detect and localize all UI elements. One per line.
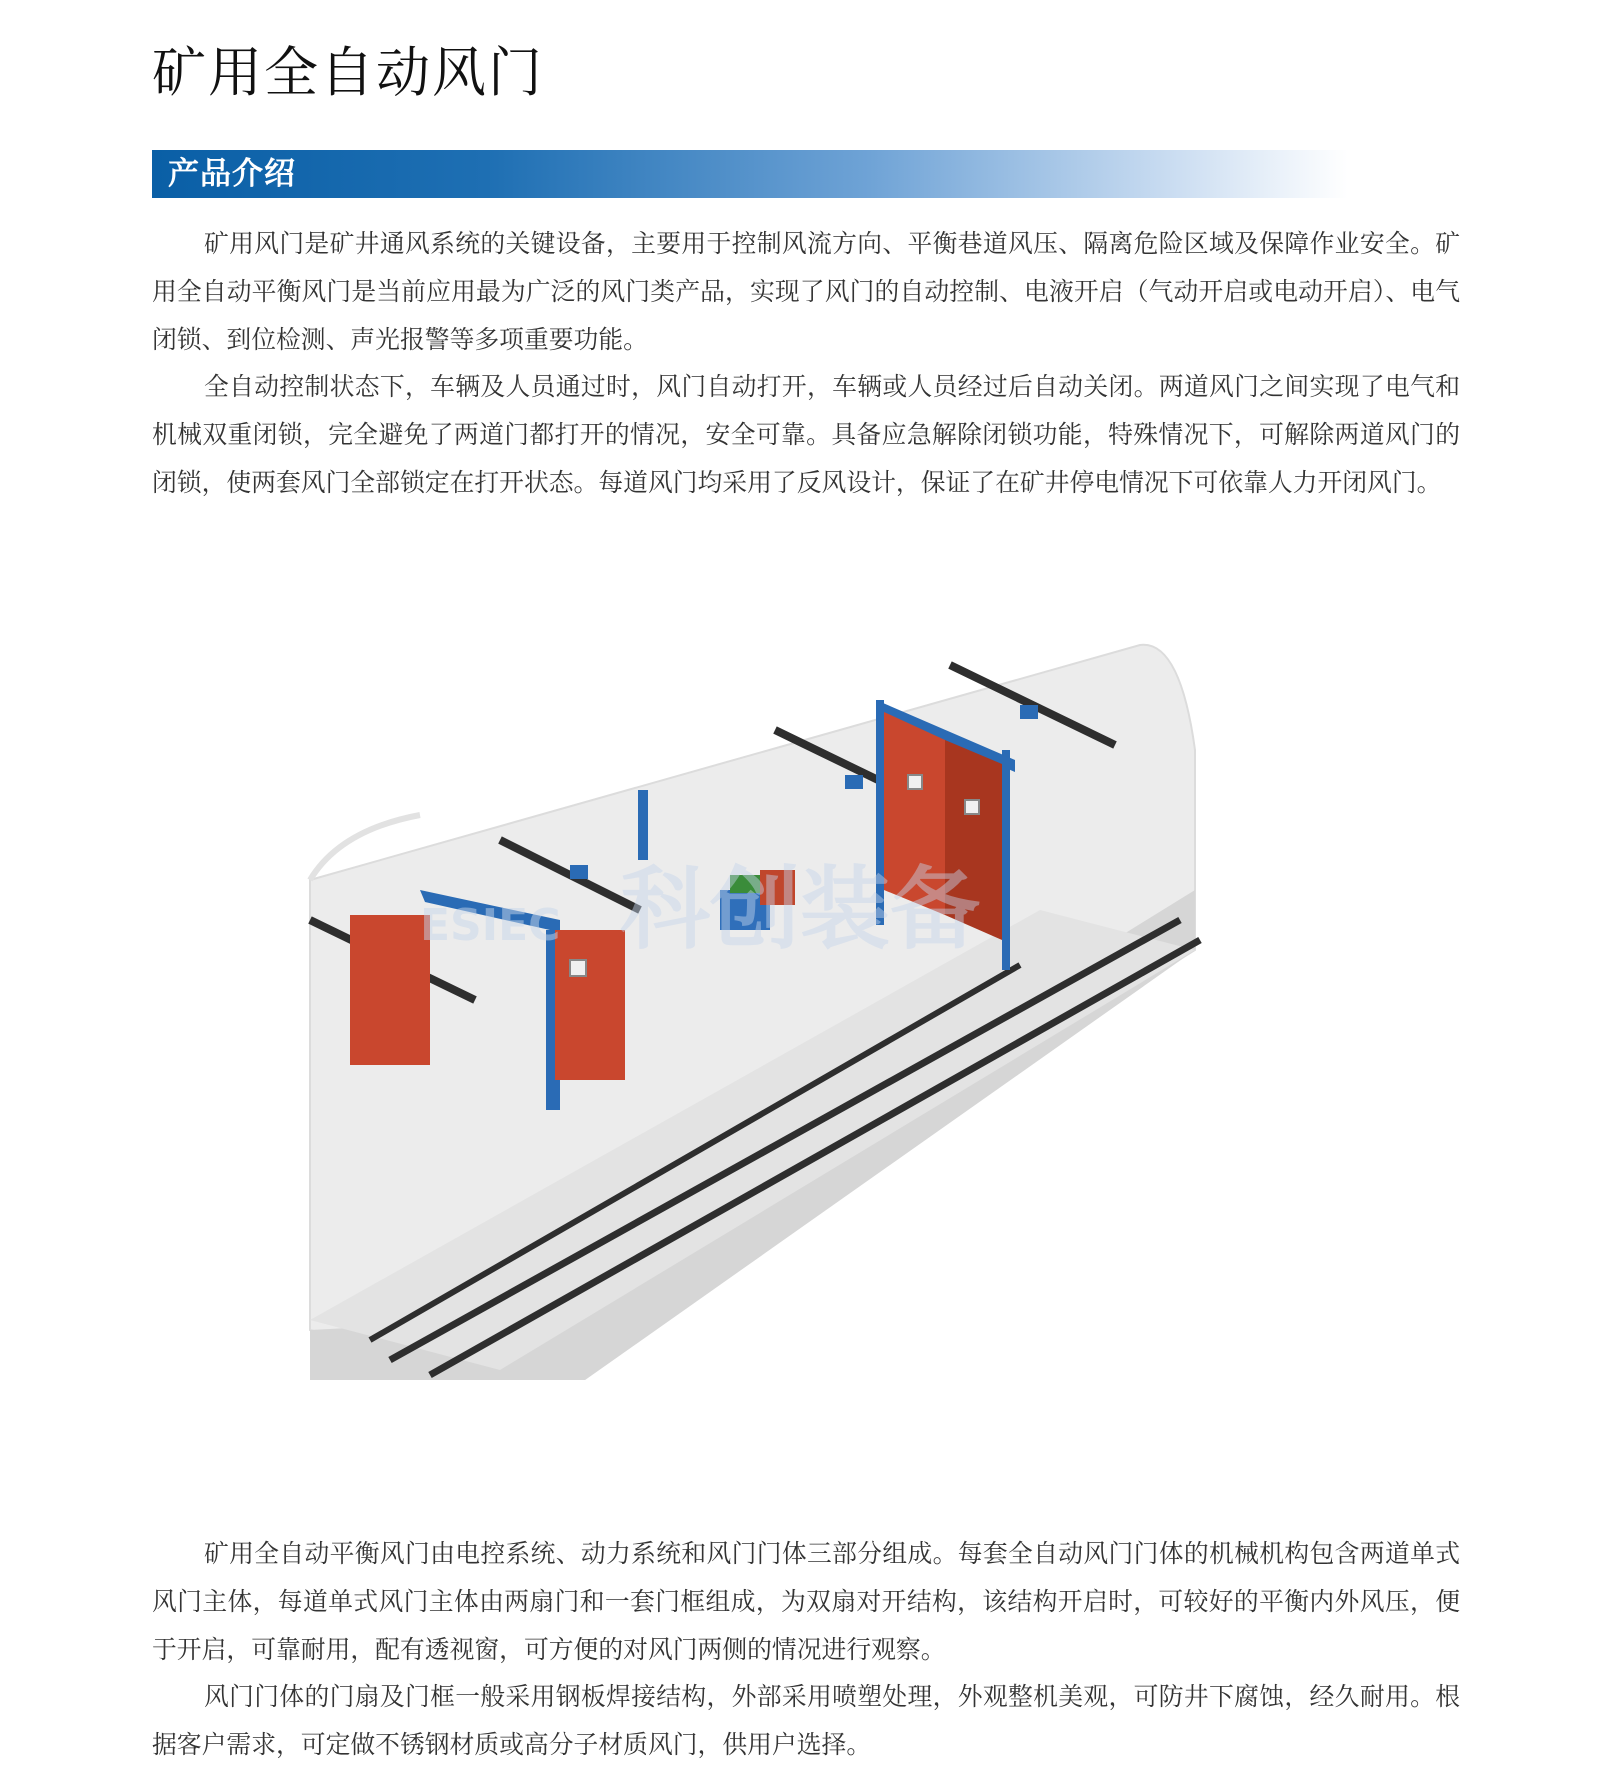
right-door-frame-right: [1002, 750, 1010, 970]
intro-paragraph-1: 矿用风门是矿井通风系统的关键设备，主要用于控制风流方向、平衡巷道风压、隔离危险区域及保障作业安全。矿用全自动平衡风门是当前应用最为广泛的风门类产品，实现了风门的自动控制、电液开启（气动开启或电动开启）、电气闭锁、到位检测、声光报警等多项重要功能。: [152, 229, 1460, 354]
sensor-box-3: [1020, 705, 1038, 719]
figure-watermark-logo: ESIEC: [420, 900, 561, 951]
right-door-window-1: [908, 775, 922, 789]
page-title: 矿用全自动风门: [152, 41, 544, 104]
air-door-illustration: [300, 640, 1360, 1380]
tunnel-render: [300, 640, 1360, 1380]
intro-paragraph-2: 全自动控制状态下，车辆及人员通过时，风门自动打开，车辆或人员经过后自动关闭。两道风门之间实现了电气和机械双重闭锁，完全避免了两道门都打开的情况，安全可靠。具备应急解除闭锁功能，特殊情况下，可解除两道风门的闭锁，使两套风门全部锁定在打开状态。每道风门均采用了反风设计，保证了在矿井停电情况下可依靠人力开闭风门。: [152, 372, 1460, 497]
intro-paragraph-4: 风门门体的门扇及门框一般采用钢板焊接结构，外部采用喷塑处理，外观整机美观，可防井下腐蚀，经久耐用。根据客户需求，可定做不锈钢材质或高分子材质风门，供用户选择。: [152, 1682, 1460, 1759]
sensor-box-2: [845, 775, 863, 789]
left-door-leaf-2: [555, 930, 625, 1080]
section-heading: 产品介绍: [168, 156, 296, 192]
figure-watermark: 科创装备: [620, 857, 980, 962]
section-header-bar: [152, 150, 1348, 198]
intro-paragraph-3: 矿用全自动平衡风门由电控系统、动力系统和风门门体三部分组成。每套全自动风门门体的机械机构包含两道单式风门主体，每道单式风门主体由两扇门和一套门框组成，为双扇对开结构，该结构开启时，可较好的平衡内外风压，便于开启，可靠耐用，配有透视窗，可方便的对风门两侧的情况进行观察。: [152, 1539, 1460, 1664]
left-door-leaf-1: [350, 915, 430, 1065]
sensor-mast: [638, 790, 648, 860]
sensor-box-1: [570, 865, 588, 879]
left-door-window: [570, 960, 586, 976]
right-door-window-2: [965, 800, 979, 814]
